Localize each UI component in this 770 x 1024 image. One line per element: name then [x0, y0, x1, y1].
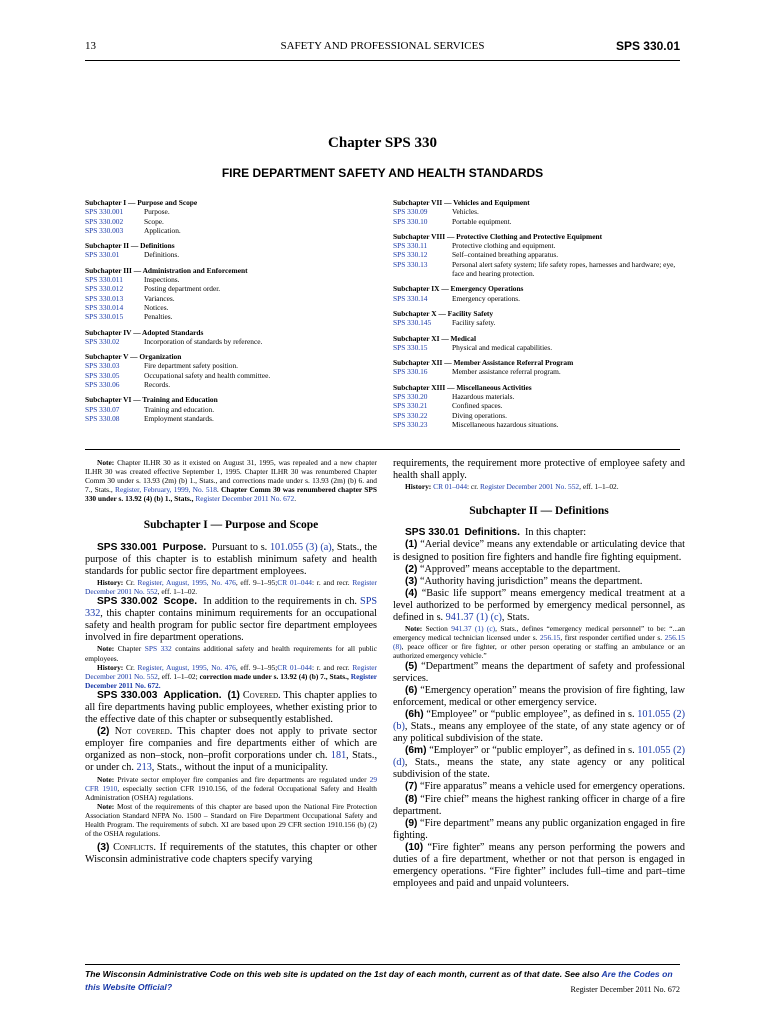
toc-section-link[interactable]: SPS 330.014	[85, 302, 124, 312]
statute-link[interactable]: 256.15	[540, 633, 561, 643]
toc-section-link[interactable]: SPS 330.08	[85, 413, 120, 423]
chapter-link[interactable]: SPS 332	[85, 596, 378, 620]
register-link[interactable]: Register December 2001 No. 552	[479, 482, 580, 492]
toc-subchapter-heading: Subchapter I — Purpose and Scope	[85, 198, 198, 207]
statute-link[interactable]: 256.15 (8)	[393, 633, 685, 652]
toc-section-title: Fire department safety position.	[144, 361, 239, 371]
toc-left	[85, 198, 375, 423]
toc-section-title: Purpose.	[144, 207, 170, 217]
toc-section-title: Portable equipment.	[452, 216, 512, 226]
toc-section-link[interactable]: SPS 330.16	[393, 367, 428, 377]
history-note: History: Cr. Register, August, 1995, No. 476, eff. 9–1–95;CR 01–044: r. and recr. Register December 2001 No. 552, eff. 1–1–02; correction made under s. 13.92 (4) (b) 7., Stats., Register December 2011 No. 672.	[85, 662, 378, 690]
definition-6: (6) “Emergency operation” means the provision of fire fighting, law enforcement, medical or other emergency service.	[393, 684, 685, 708]
toc-entry	[85, 275, 375, 284]
definition-6h: (6h) “Employee” or “public employee”, as defined in s. 101.055 (2) (b), Stats., means any employee of the state, of any state agency or of any political subdivision of the state.	[393, 708, 685, 745]
header-title: SAFETY AND PROFESSIONAL SERVICES	[280, 40, 485, 52]
register-link[interactable]: Register, February, 1999, No. 518	[115, 485, 217, 495]
toc-section-link[interactable]: SPS 330.07	[85, 404, 120, 414]
toc-section-link[interactable]: SPS 330.145	[393, 318, 432, 328]
cfr-link[interactable]: 29 CFR 1910	[85, 774, 378, 793]
toc-subchapter-heading: Subchapter VI — Training and Education	[85, 395, 218, 405]
toc-subchapter-heading: Subchapter III — Administration and Enforcement	[85, 265, 248, 275]
toc-section-title: Employment standards.	[144, 413, 214, 423]
toc-entry	[393, 392, 683, 401]
toc-section-title: Occupational safety and health committee.	[144, 370, 271, 380]
toc-section-link[interactable]: SPS 330.015	[85, 312, 124, 322]
toc-section-link[interactable]: SPS 330.13	[393, 259, 428, 269]
section-330-001: SPS 330.001 Purpose. Pursuant to s. 101.055 (3) (a), Stats., the purpose of this chapter is to establish minimum safety and health standards for public sector fire department employees.	[85, 541, 378, 577]
toc-section-title: Member assistance referral program.	[452, 367, 561, 377]
subsection-3: (3) Conflicts. If requirements of the statutes, this chapter or other Wisconsin administrative code chapters specify varying	[85, 842, 378, 866]
toc-section-link[interactable]: SPS 330.14	[393, 293, 428, 303]
toc-entry	[393, 420, 683, 429]
header-code: SPS 330.01	[615, 39, 680, 53]
toc-entry	[393, 260, 683, 279]
toc-section-title: Definitions.	[144, 250, 180, 260]
toc-section-title: Records.	[144, 380, 171, 390]
toc-section-title: Self–contained breathing apparatus.	[452, 250, 559, 260]
toc-section-link[interactable]: SPS 330.21	[393, 401, 428, 411]
toc-section-link[interactable]: SPS 330.002	[85, 216, 124, 226]
toc-subchapter-heading: Subchapter V — Organization	[85, 352, 182, 362]
toc-section-title: Vehicles.	[452, 207, 479, 217]
toc-section-link[interactable]: SPS 330.10	[393, 216, 428, 226]
register-link[interactable]: Register, August, 1995, No. 476	[137, 662, 236, 672]
toc-section-link[interactable]: SPS 330.05	[85, 370, 120, 380]
definition-7: (7) “Fire apparatus” means a vehicle used for emergency operations.	[405, 781, 685, 793]
toc-entry	[85, 405, 375, 414]
toc-subchapter-heading: Subchapter XI — Medical	[393, 333, 477, 343]
register-link[interactable]: Register December 2001 No. 552	[85, 577, 377, 596]
cr-link[interactable]: CR 01–044	[433, 482, 468, 492]
definition-8: (8) “Fire chief” means the highest ranking officer in charge of a fire department.	[393, 793, 685, 817]
toc-section-title: Incorporation of standards by reference.	[144, 336, 263, 346]
toc-section-link[interactable]: SPS 330.06	[85, 380, 120, 390]
toc-entry	[85, 294, 375, 303]
toc-subchapter-heading: Subchapter IX — Emergency Operations	[393, 284, 524, 294]
statute-link[interactable]: 101.055 (2) (b)	[393, 708, 685, 732]
toc-section-link[interactable]: SPS 330.20	[393, 392, 428, 402]
page-number: 13	[85, 40, 96, 52]
toc-section-link[interactable]: SPS 330.011	[85, 275, 123, 285]
subchapter-heading: Subchapter II — Definitions	[469, 505, 609, 518]
toc-entry	[85, 337, 375, 346]
toc-section-link[interactable]: SPS 330.013	[85, 293, 124, 303]
toc-entry	[393, 367, 683, 376]
toc-section-title: Miscellaneous hazardous situations.	[452, 419, 559, 429]
definition-10: (10) “Fire fighter” means any person performing the powers and duties of a fire department, whether or not that person is engaged in emergency operations. “Fire fighter” includes full–time and part–time employees and paid and unpaid volunteers.	[393, 841, 685, 890]
toc-entry	[393, 250, 683, 259]
continued-text: requirements, the requirement more protective of employee safety and health shall apply.	[393, 458, 685, 482]
statute-link[interactable]: 941.37 (1) (c)	[445, 612, 502, 624]
toc-entry	[85, 312, 375, 321]
toc-entry	[393, 207, 683, 216]
toc-entry	[393, 241, 683, 250]
toc-section-link[interactable]: SPS 330.12	[393, 250, 428, 260]
chapter-link[interactable]: SPS 332	[144, 644, 172, 654]
toc-section-title: Inspections.	[144, 275, 180, 285]
toc-rule	[85, 449, 680, 450]
toc-section-title: Scope.	[144, 216, 164, 226]
statute-link[interactable]: 181	[330, 750, 347, 762]
toc-section-title: Hazardous materials.	[452, 392, 515, 402]
toc-section-title: Personal alert safety system; life safety ropes, harnesses and hardware; eye, face and hearing protection.	[452, 259, 676, 279]
statute-link[interactable]: 101.055 (2) (d)	[393, 745, 686, 769]
official-codes-link[interactable]: Are the Codes on this Website Official?	[85, 969, 673, 992]
toc-section-title: Physical and medical capabilities.	[452, 342, 553, 352]
toc-subchapter-heading: Subchapter X — Facility Safety	[393, 308, 494, 318]
toc-section-link[interactable]: SPS 330.01	[85, 250, 120, 260]
chapter-subtitle: FIRE DEPARTMENT SAFETY AND HEALTH STANDARDS	[221, 166, 544, 180]
section-330-01: SPS 330.01 Definitions. In this chapter:	[405, 527, 587, 539]
footer-notice: The Wisconsin Administrative Code on this web site is updated on the 1st day of each month, current as of that date. See also Are the Codes on this Website Official?	[85, 969, 673, 992]
toc-entry	[393, 217, 683, 226]
toc-subchapter-heading: Subchapter VII — Vehicles and Equipment	[393, 198, 530, 207]
statute-link[interactable]: 941.37 (1) (c)	[451, 624, 496, 634]
definition-3: (3) “Authority having jurisdiction” means the department.	[405, 575, 643, 587]
definition-9: (9) “Fire department” means any public organization engaged in fire fighting.	[393, 817, 685, 841]
toc-section-title: Variances.	[144, 293, 175, 303]
cr-link[interactable]: CR 01–044	[277, 662, 313, 672]
toc-section-title: Posting department order.	[144, 284, 221, 294]
history-note: History: CR 01–044: cr. Register December 2001 No. 552, eff. 1–1–02.	[405, 482, 619, 492]
toc-subchapter-heading: Subchapter XIII — Miscellaneous Activities	[393, 382, 532, 392]
toc-section-title: Emergency operations.	[452, 293, 520, 303]
register-link[interactable]: Register December 2011 No. 672.	[85, 671, 378, 690]
toc-entry	[85, 226, 375, 235]
register-link[interactable]: Register, August, 1995, No. 476	[137, 577, 236, 587]
toc-entry	[393, 294, 683, 303]
right-column	[393, 458, 685, 890]
toc-section-title: Facility safety.	[452, 318, 496, 328]
toc-right	[393, 198, 683, 429]
toc-entry	[85, 380, 375, 389]
toc-entry	[85, 414, 375, 423]
chapter-note: Note: Chapter ILHR 30 as it existed on August 31, 1995, was repealed and a new chapter ILHR 30 was created effective September 1, 1995. Chapter ILHR 30 was renumbered Chapter Comm 30 under s. 13.93 (2m) (b) 1., Stats., and corrections made under s. 13.93 (2m) (b) 6. and 7., Stats., Register, February, 1999, No. 518. Chapter Comm 30 was renumbered chapter SPS 330 under s. 13.92 (4) (b) 1., Stats., Register December 2011 No. 672.	[85, 458, 377, 504]
toc-entry	[85, 284, 375, 293]
toc-section-link[interactable]: SPS 330.09	[393, 207, 428, 217]
toc-section-title: Penalties.	[144, 312, 173, 322]
register-link[interactable]: Register December 2011 No. 672	[195, 494, 295, 504]
toc-subchapter-heading: Subchapter II — Definitions	[85, 241, 175, 251]
toc-section-link[interactable]: SPS 330.22	[393, 410, 428, 420]
toc-section-link[interactable]: SPS 330.012	[85, 284, 124, 294]
history-note: History: Cr. Register, August, 1995, No. 476, eff. 9–1–95;CR 01–044: r. and recr. Register December 2001 No. 552, eff. 1–1–02.	[85, 577, 377, 596]
toc-entry	[85, 371, 375, 380]
toc-entry	[393, 343, 683, 352]
definition-1: (1) “Aerial device” means any extendable or articulating device that is designed to position fire fighters and handle fire fighting equipment.	[393, 539, 685, 563]
register-footer: Register December 2011 No. 672	[570, 985, 680, 994]
toc-subchapter-heading: Subchapter XII — Member Assistance Referral Program	[393, 358, 574, 368]
definition-6m: (6m) “Employer” or “public employer”, as defined in s. 101.055 (2) (d), Stats., means the state, any state agency or any political subdivision of the state.	[393, 745, 686, 781]
toc-entry	[85, 207, 375, 216]
toc-section-link[interactable]: SPS 330.11	[393, 241, 428, 251]
toc-subchapter-heading: Subchapter VIII — Protective Clothing and Protective Equipment	[393, 231, 603, 241]
section-330-002: SPS 330.002 Scope. In addition to the requirements in ch. SPS 332, this chapter contains minimum requirements for an occupational safety and health program for public sector fire department employees involved in fire department operations.	[85, 596, 378, 644]
statute-link[interactable]: 213	[136, 762, 152, 774]
definition-note: Note: Section 941.37 (1) (c), Stats., defines “emergency medical personnel” to be: “...an emergency medical technician licensed under s. 256.15, first responder certified under s. 256.15 (8), peace officer or fire fighter, or other person operating or staffing an ambulance or an authorized emergency vehicle.”	[393, 624, 685, 661]
toc-section-link[interactable]: SPS 330.03	[85, 361, 120, 371]
toc-entry	[85, 250, 375, 259]
application-note: Note: Most of the requirements of this chapter are based upon the National Fire Protection Association Standard NFPA No. 1500 – Standard on Fire Department Occupational Safety and Health Program. The requirements of subch. XI are based upon 29 CFR section 1910.156 (b) (2) of the OSHA regulations.	[85, 801, 377, 839]
running-header	[85, 40, 680, 56]
toc-section-link[interactable]: SPS 330.15	[393, 342, 428, 352]
toc-entry	[85, 361, 375, 370]
toc-entry	[85, 217, 375, 226]
application-note: Note: Private sector employer fire companies and fire departments are regulated under 29 CFR 1910, especially section CFR 1910.156, of the federal Occupational Safety and Health Administration (OSHA) regulations.	[85, 774, 378, 802]
statute-link[interactable]: 101.055 (3) (a)	[269, 541, 332, 553]
left-column	[85, 458, 377, 866]
toc-subchapter-heading: Subchapter IV — Adopted Standards	[85, 327, 204, 337]
chapter-title: Chapter SPS 330	[328, 135, 437, 151]
toc-section-title: Protective clothing and equipment.	[452, 241, 556, 251]
toc-section-title: Confined spaces.	[452, 401, 503, 411]
definition-4: (4) “Basic life support” means emergency medical treatment at a level authorized to be performed by emergency medical personnel, as defined in s. 941.37 (1) (c), Stats.	[393, 587, 685, 624]
toc-section-title: Notices.	[144, 302, 169, 312]
header-rule	[85, 60, 680, 61]
footer-rule	[85, 964, 680, 965]
toc-section-title: Application.	[144, 225, 181, 235]
scope-note: Note: Chapter SPS 332 contains additional safety and health requirements for all public employees.	[85, 644, 377, 663]
toc-section-title: Training and education.	[144, 404, 215, 414]
toc-entry	[393, 401, 683, 410]
definition-5: (5) “Department” means the department of safety and professional services.	[393, 660, 685, 684]
toc-entry	[393, 411, 683, 420]
toc-entry	[393, 318, 683, 327]
subsection-2: (2) Not covered. This chapter does not apply to private sector employer fire companies and fire departments either of which are organized as non–stock, non–profit corporations under ch. 181, Stats., or under ch. 213, Stats., without the input of a municipality.	[85, 726, 378, 774]
section-330-003: SPS 330.003 Application. (1) Covered. This chapter applies to all fire departments having public employees, whether existing prior to the effective date of this chapter or subsequently established.	[85, 689, 378, 726]
definition-2: (2) “Approved” means acceptable to the department.	[405, 563, 621, 575]
subchapter-heading: Subchapter I — Purpose and Scope	[143, 519, 319, 532]
toc-section-link[interactable]: SPS 330.23	[393, 419, 428, 429]
toc-entry	[85, 303, 375, 312]
register-link[interactable]: Register December 2001 No. 552	[85, 662, 377, 681]
toc-section-link[interactable]: SPS 330.02	[85, 336, 120, 346]
toc-section-link[interactable]: SPS 330.001	[85, 207, 124, 217]
cr-link[interactable]: CR 01–044	[277, 577, 313, 587]
toc-section-link[interactable]: SPS 330.003	[85, 225, 124, 235]
toc-section-title: Diving operations.	[452, 410, 508, 420]
